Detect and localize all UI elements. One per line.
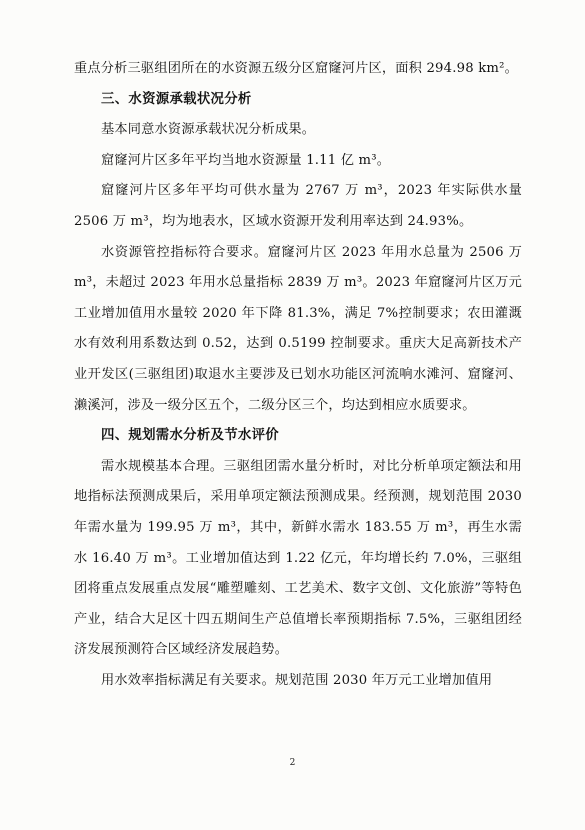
paragraph-area-intro: 重点分析三驱组团所在的水资源五级分区窟窿河片区，面积 294.98 km²。 [74, 61, 518, 76]
paragraph-demand-scale: 需水规模基本合理。三驱组团需水量分析时，对比分析单项定额法和用地指标法预测成果后，采用单项定额法预测成果。经预测，规划范围 2030 年需水量为 199.95 万 m³，其中，新鲜水需水 183.55 万 m³，再生水需水 16.40 万 m³。工业增加值达到 1.22 亿元，年均增长约 7.0%，三驱组团将重点发展重点发展“雕塑雕刻、工艺美术、数字文创、文化旅游”等特色产业，结合大足区十四五期间生产总值增长率预期指标 7.5%，三驱组团经济发展预测符合区域经济发展趋势。 [74, 458, 522, 658]
heading-section-4: 四、规划需水分析及节水评价 [101, 428, 279, 444]
paragraph-control-indicators: 水资源管控指标符合要求。窟窿河片区 2023 年用水总量为 2506 万 m³，未超过 2023 年用水总量指标 2839 万 m³。2023 年窟窿河片区万元工业增加值用水量较 2020 年下降 81.3%，满足 7%控制要求；农田灌溉水有效利用系数达到 0.52，达到 0.5199 控制要求。重庆大足高新技术产业开发区(三驱组团)取退水主要涉及已划水功能区河流响水滩河、窟窿河、濑溪河，涉及一级分区五个，二级分区三个，均达到相应水质要求。 [74, 244, 522, 413]
heading-section-3: 三、水资源承载状况分析 [101, 91, 252, 107]
paragraph-agree-capacity: 基本同意水资源承载状况分析成果。 [101, 122, 316, 138]
document-body [74, 54, 522, 696]
paragraph-local-water-resource: 窟窿河片区多年平均当地水资源量 1.11 亿 m³。 [101, 152, 391, 168]
paragraph-water-supply: 窟窿河片区多年平均可供水量为 2767 万 m³，2023 年实际供水量 2506 万 m³，均为地表水，区域水资源开发利用率达到 24.93%。 [74, 183, 522, 229]
page-number: 2 [289, 758, 296, 768]
paragraph-efficiency-indicators: 用水效率指标满足有关要求。规划范围 2030 年万元工业增加值用 [101, 672, 493, 688]
